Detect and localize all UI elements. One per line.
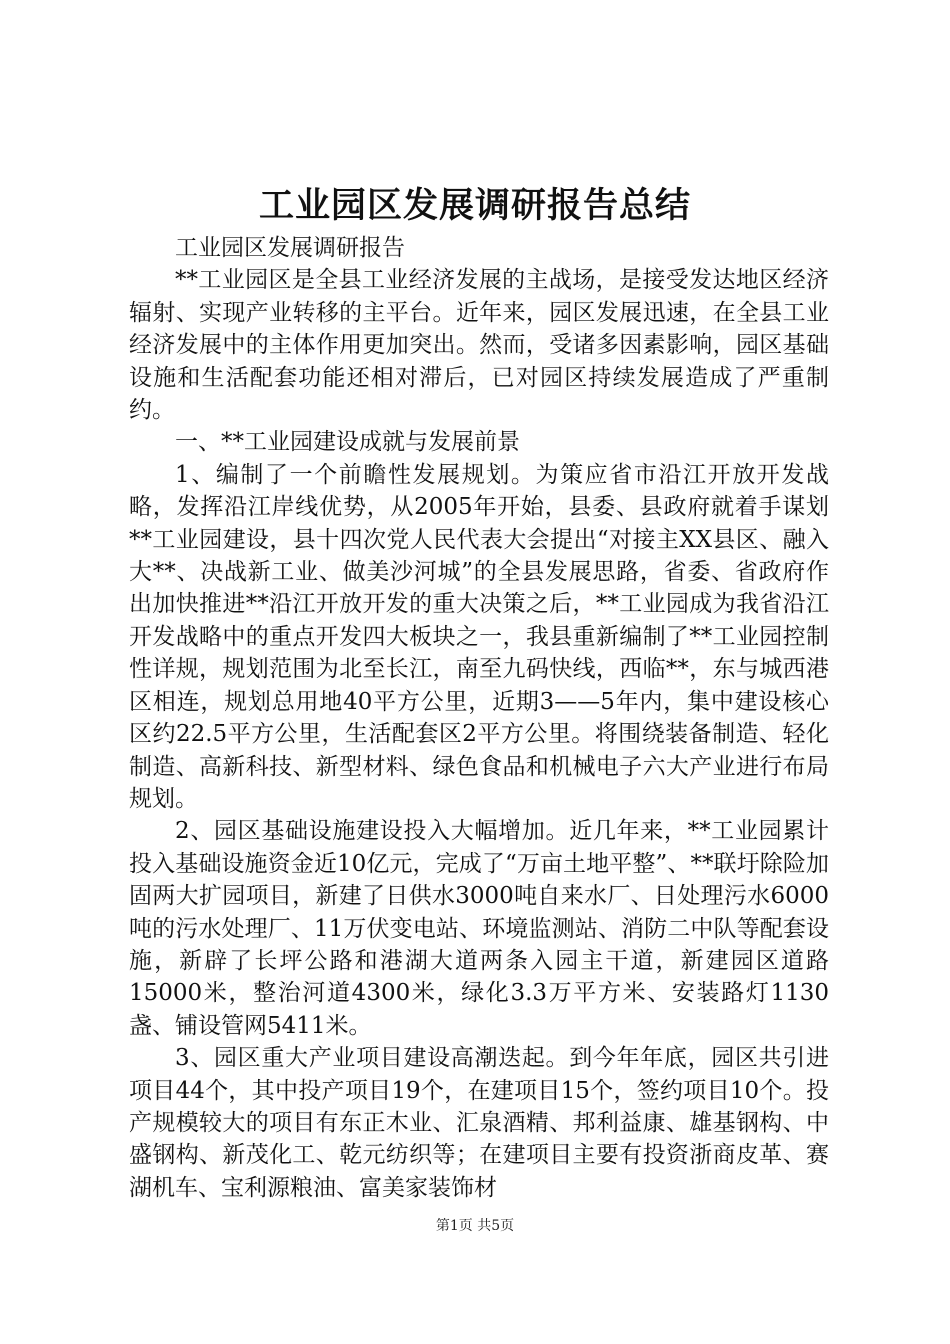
document-body	[129, 232, 829, 1204]
document-title: 工业园区发展调研报告总结	[258, 185, 691, 226]
page-footer: 第1页 共5页	[435, 1218, 515, 1234]
paragraph-subtitle: 工业园区发展调研报告	[175, 235, 405, 261]
section-heading-1: 一、**工业园建设成就与发展前景	[175, 429, 520, 456]
paragraph-item-2: 2、园区基础设施建设投入大幅增加。近几年来，**工业园累计投入基础设施资金近10亿元，完成了“万亩土地平整”、**联圩除险加固两大扩园项目，新建了日供水3000吨自来水厂、日处理污水6000吨的污水处理厂、11万伏变电站、环境监测站、消防二中队等配套设施，新辟了长坪公路和港湖大道两条入园主干道，新建园区道路15000米，整治河道4300米，绿化3.3万平方米、安装路灯1130盏、铺设管网5411米。	[129, 818, 829, 1039]
paragraph-item-3: 3、园区重大产业项目建设高潮迭起。到今年年底，园区共引进项目44个，其中投产项目19个，在建项目15个，签约项目10个。投产规模较大的项目有东正木业、汇泉酒精、邦利益康、雄基钢构、中盛钢构、新茂化工、乾元纺织等；在建项目主要有投资浙商皮革、赛湖机车、宝利源粮油、富美家装饰材	[129, 1045, 829, 1201]
paragraph-intro: **工业园区是全县工业经济发展的主战场，是接受发达地区经济辐射、实现产业转移的主平台。近年来，园区发展迅速，在全县工业经济发展中的主体作用更加突出。然而，受诸多因素影响，园区基础设施和生活配套功能还相对滞后，已对园区持续发展造成了严重制约。	[129, 267, 829, 424]
paragraph-item-1: 1、编制了一个前瞻性发展规划。为策应省市沿江开放开发战略，发挥沿江岸线优势，从2005年开始，县委、县政府就着手谋划**工业园建设，县十四次党人民代表大会提出“对接主XX县区、融入大**、决战新工业、做美沙河城”的全县发展思路，省委、省政府作出加快推进**沿江开放开发的重大决策之后，**工业园成为我省沿江开发战略中的重点开发四大板块之一，我县重新编制了**工业园控制性详规，规划范围为北至长江，南至九码快线，西临**，东与城西港区相连，规划总用地40平方公里，近期3——5年内，集中建设核心区约22.5平方公里，生活配套区2平方公里。将围绕装备制造、轻化制造、高新科技、新型材料、绿色食品和机械电子六大产业进行布局规划。	[129, 461, 829, 812]
